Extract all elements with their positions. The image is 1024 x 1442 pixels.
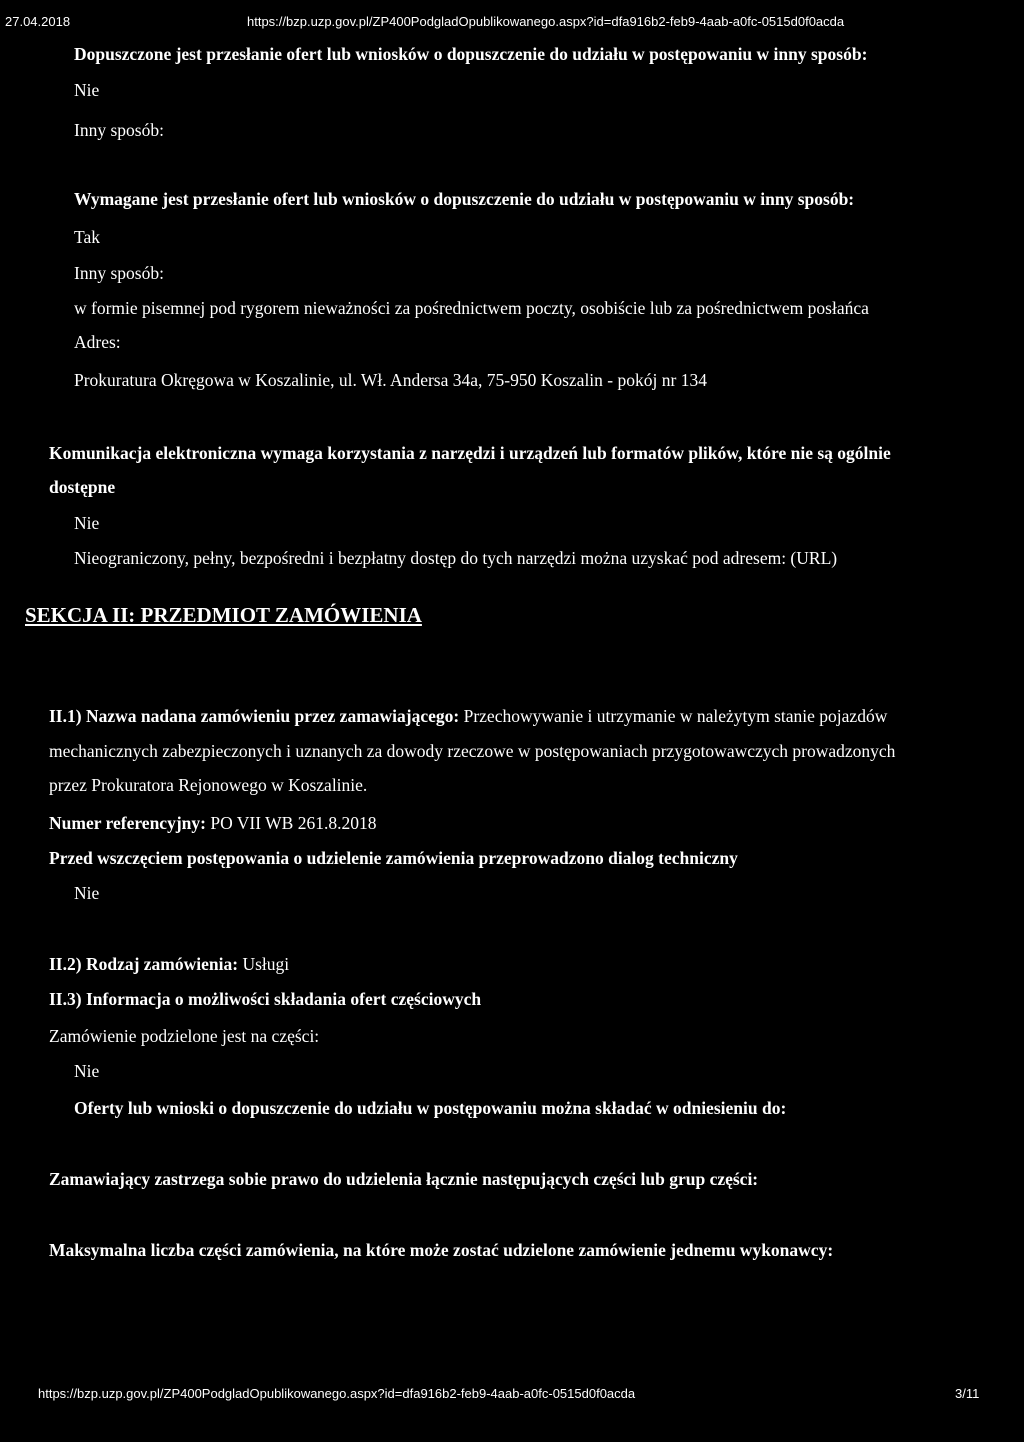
technical-dialog-value: Nie	[74, 883, 100, 903]
other-submission-required-label: Wymagane jest przesłanie ofert lub wniosków o dopuszczenie do udziału w postępowaniu w inny sposób:	[74, 189, 855, 209]
order-name-value-line3: przez Prokuratora Rejonowego w Koszalinie.	[49, 775, 368, 795]
other-method-label: Inny sposób:	[74, 120, 164, 140]
order-type-label: II.2) Rodzaj zamówienia:	[49, 954, 239, 974]
other-submission-allowed-label: Dopuszczone jest przesłanie ofert lub wniosków o dopuszczenie do udziału w postępowaniu w inny sposób:	[74, 44, 868, 64]
max-parts-label: Maksymalna liczba części zamówienia, na które może zostać udzielone zamówienie jednemu wykonawcy:	[49, 1240, 834, 1260]
section-title: SEKCJA II: PRZEDMIOT ZAMÓWIENIA	[25, 603, 422, 627]
partial-offers-label: II.3) Informacja o możliwości składania ofert częściowych	[49, 989, 482, 1009]
electronic-communication-value: Nie	[74, 513, 100, 533]
reference-number-value: PO VII WB 261.8.2018	[210, 813, 377, 833]
other-submission-required-value: Tak	[74, 227, 100, 247]
order-type-value: Usługi	[242, 954, 290, 974]
electronic-communication-label: Komunikacja elektroniczna wymaga korzystania z narzędzi i urządzeń lub formatów plików, które nie są ogólnie	[49, 443, 891, 463]
address-value: Prokuratura Okręgowa w Koszalinie, ul. Wł. Andersa 34a, 75-950 Koszalin - pokój nr 134	[74, 370, 707, 390]
electronic-communication-label-cont: dostępne	[49, 477, 116, 497]
divided-label: Zamówienie podzielone jest na części:	[49, 1026, 320, 1046]
other-submission-allowed-value: Nie	[74, 80, 100, 100]
other-method-required-value: w formie pisemnej pod rygorem nieważności za pośrednictwem poczty, osobiście lub za pośrednictwem posłańca	[74, 298, 869, 318]
technical-dialog-label: Przed wszczęciem postępowania o udzielenie zamówienia przeprowadzono dialog techniczny	[49, 848, 738, 868]
print-date: 27.04.2018	[5, 14, 71, 29]
reference-number	[49, 812, 376, 834]
order-name-label: II.1) Nazwa nadana zamówieniu przez zamawiającego:	[49, 706, 460, 726]
order-name-value-line2: mechanicznych zabezpieczonych i uznanych za dowody rzeczowe w postępowaniach przygotowawczych prowadzonych	[49, 741, 896, 761]
order-type	[49, 953, 289, 975]
reserve-right-label: Zamawiający zastrzega sobie prawo do udzielenia łącznie następujących części lub grup części:	[49, 1169, 759, 1189]
divided-value: Nie	[74, 1061, 100, 1081]
footer-url: https://bzp.uzp.gov.pl/ZP400PodgladOpublikowanego.aspx?id=dfa916b2-feb9-4aab-a0fc-0515d0f0acda	[38, 1386, 636, 1401]
order-name	[49, 705, 887, 727]
reference-number-label: Numer referencyjny:	[49, 813, 206, 833]
tool-access-text: Nieograniczony, pełny, bezpośredni i bezpłatny dostęp do tych narzędzi można uzyskać pod adresem: (URL)	[74, 548, 838, 568]
page-number: 3/11	[955, 1386, 980, 1401]
order-name-value-line1: Przechowywanie i utrzymanie w należytym stanie pojazdów	[463, 706, 888, 726]
other-method-required-label: Inny sposób:	[74, 263, 164, 283]
header-url: https://bzp.uzp.gov.pl/ZP400PodgladOpublikowanego.aspx?id=dfa916b2-feb9-4aab-a0fc-0515d0f0acda	[247, 14, 845, 29]
address-label: Adres:	[74, 332, 121, 352]
offers-scope-label: Oferty lub wnioski o dopuszczenie do udziału w postępowaniu można składać w odniesieniu do:	[74, 1098, 787, 1118]
